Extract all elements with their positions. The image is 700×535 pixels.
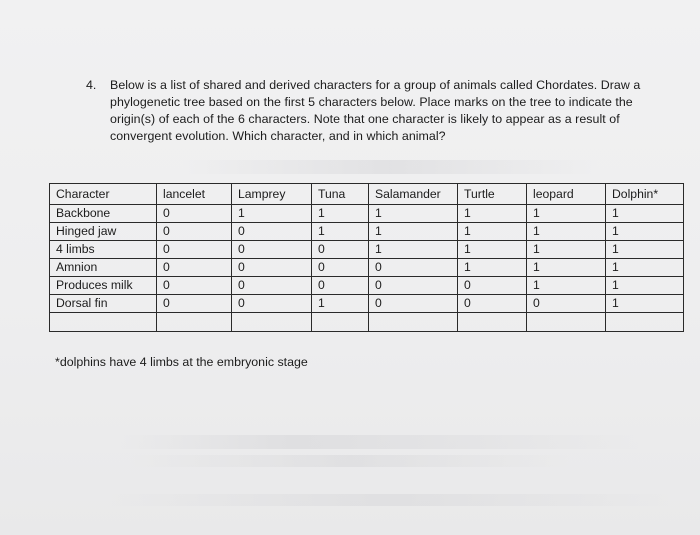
table-header-row bbox=[50, 184, 684, 205]
table-cell: 1 bbox=[369, 241, 458, 259]
character-name: Hinged jaw bbox=[50, 223, 157, 241]
character-name: Dorsal fin bbox=[50, 295, 157, 313]
table-cell: 0 bbox=[458, 277, 527, 295]
table-cell-empty bbox=[157, 313, 232, 332]
table-cell-empty bbox=[369, 313, 458, 332]
table-cell: 0 bbox=[232, 241, 312, 259]
table-cell-empty bbox=[527, 313, 606, 332]
table-cell: 1 bbox=[606, 241, 684, 259]
table-cell: 1 bbox=[232, 205, 312, 223]
table-row bbox=[50, 277, 684, 295]
characters-table bbox=[49, 183, 684, 332]
column-header: leopard bbox=[527, 184, 606, 205]
table-cell: 1 bbox=[606, 205, 684, 223]
table-cell-empty bbox=[312, 313, 369, 332]
bleed-through-text bbox=[180, 160, 600, 174]
table-row bbox=[50, 295, 684, 313]
table-cell: 0 bbox=[312, 241, 369, 259]
question-text bbox=[110, 77, 676, 145]
table-cell: 1 bbox=[458, 223, 527, 241]
table-cell: 0 bbox=[232, 295, 312, 313]
table-cell: 0 bbox=[157, 277, 232, 295]
character-name: Amnion bbox=[50, 259, 157, 277]
question-line: origin(s) of each of the 6 characters. Note that one character is likely to appear as a result of bbox=[110, 112, 620, 126]
question-number: 4. bbox=[86, 78, 97, 92]
table-cell: 1 bbox=[527, 205, 606, 223]
column-header: Salamander bbox=[369, 184, 458, 205]
table-cell: 0 bbox=[458, 295, 527, 313]
table-cell: 0 bbox=[232, 277, 312, 295]
table-row-empty bbox=[50, 313, 684, 332]
table-cell: 0 bbox=[369, 259, 458, 277]
table-cell-empty bbox=[50, 313, 157, 332]
table-cell: 0 bbox=[232, 259, 312, 277]
table-cell: 0 bbox=[369, 277, 458, 295]
column-header: Lamprey bbox=[232, 184, 312, 205]
character-name: Backbone bbox=[50, 205, 157, 223]
table-row bbox=[50, 223, 684, 241]
table-cell: 0 bbox=[527, 295, 606, 313]
table-cell: 1 bbox=[312, 205, 369, 223]
column-header: Turtle bbox=[458, 184, 527, 205]
column-header: Character bbox=[50, 184, 157, 205]
table-cell: 1 bbox=[527, 277, 606, 295]
table-row bbox=[50, 241, 684, 259]
table-cell: 1 bbox=[369, 205, 458, 223]
table-cell: 1 bbox=[312, 295, 369, 313]
question-line: convergent evolution. Which character, and in which animal? bbox=[110, 129, 446, 143]
table-cell: 1 bbox=[369, 223, 458, 241]
table-cell: 0 bbox=[232, 223, 312, 241]
bleed-through-text bbox=[130, 455, 570, 467]
table-row bbox=[50, 205, 684, 223]
bleed-through-text bbox=[110, 494, 670, 506]
table-cell: 1 bbox=[606, 223, 684, 241]
table-cell: 0 bbox=[157, 259, 232, 277]
table-row bbox=[50, 259, 684, 277]
footnote: *dolphins have 4 limbs at the embryonic stage bbox=[55, 355, 308, 369]
table-cell: 1 bbox=[312, 223, 369, 241]
table-cell: 0 bbox=[157, 205, 232, 223]
table-cell: 0 bbox=[157, 241, 232, 259]
column-header: Dolphin* bbox=[606, 184, 684, 205]
table-cell: 1 bbox=[606, 259, 684, 277]
column-header: lancelet bbox=[157, 184, 232, 205]
question-line: Below is a list of shared and derived characters for a group of animals called Chordates. Draw a bbox=[110, 78, 641, 92]
table-cell: 1 bbox=[527, 241, 606, 259]
table-cell: 1 bbox=[606, 295, 684, 313]
bleed-through-text bbox=[120, 435, 640, 449]
table-cell: 0 bbox=[312, 277, 369, 295]
table-cell: 1 bbox=[527, 259, 606, 277]
table-cell-empty bbox=[232, 313, 312, 332]
question-block bbox=[86, 77, 676, 145]
table-cell-empty bbox=[606, 313, 684, 332]
table-cell: 1 bbox=[527, 223, 606, 241]
table-cell: 1 bbox=[458, 241, 527, 259]
character-name: Produces milk bbox=[50, 277, 157, 295]
question-line: phylogenetic tree based on the first 5 characters below. Place marks on the tree to indicate the bbox=[110, 95, 633, 109]
table-cell: 1 bbox=[606, 277, 684, 295]
table-cell: 0 bbox=[157, 295, 232, 313]
table-cell: 0 bbox=[369, 295, 458, 313]
table-cell: 1 bbox=[458, 205, 527, 223]
table-cell: 1 bbox=[458, 259, 527, 277]
character-name: 4 limbs bbox=[50, 241, 157, 259]
table-cell: 0 bbox=[312, 259, 369, 277]
table-cell: 0 bbox=[157, 223, 232, 241]
table-cell-empty bbox=[458, 313, 527, 332]
column-header: Tuna bbox=[312, 184, 369, 205]
